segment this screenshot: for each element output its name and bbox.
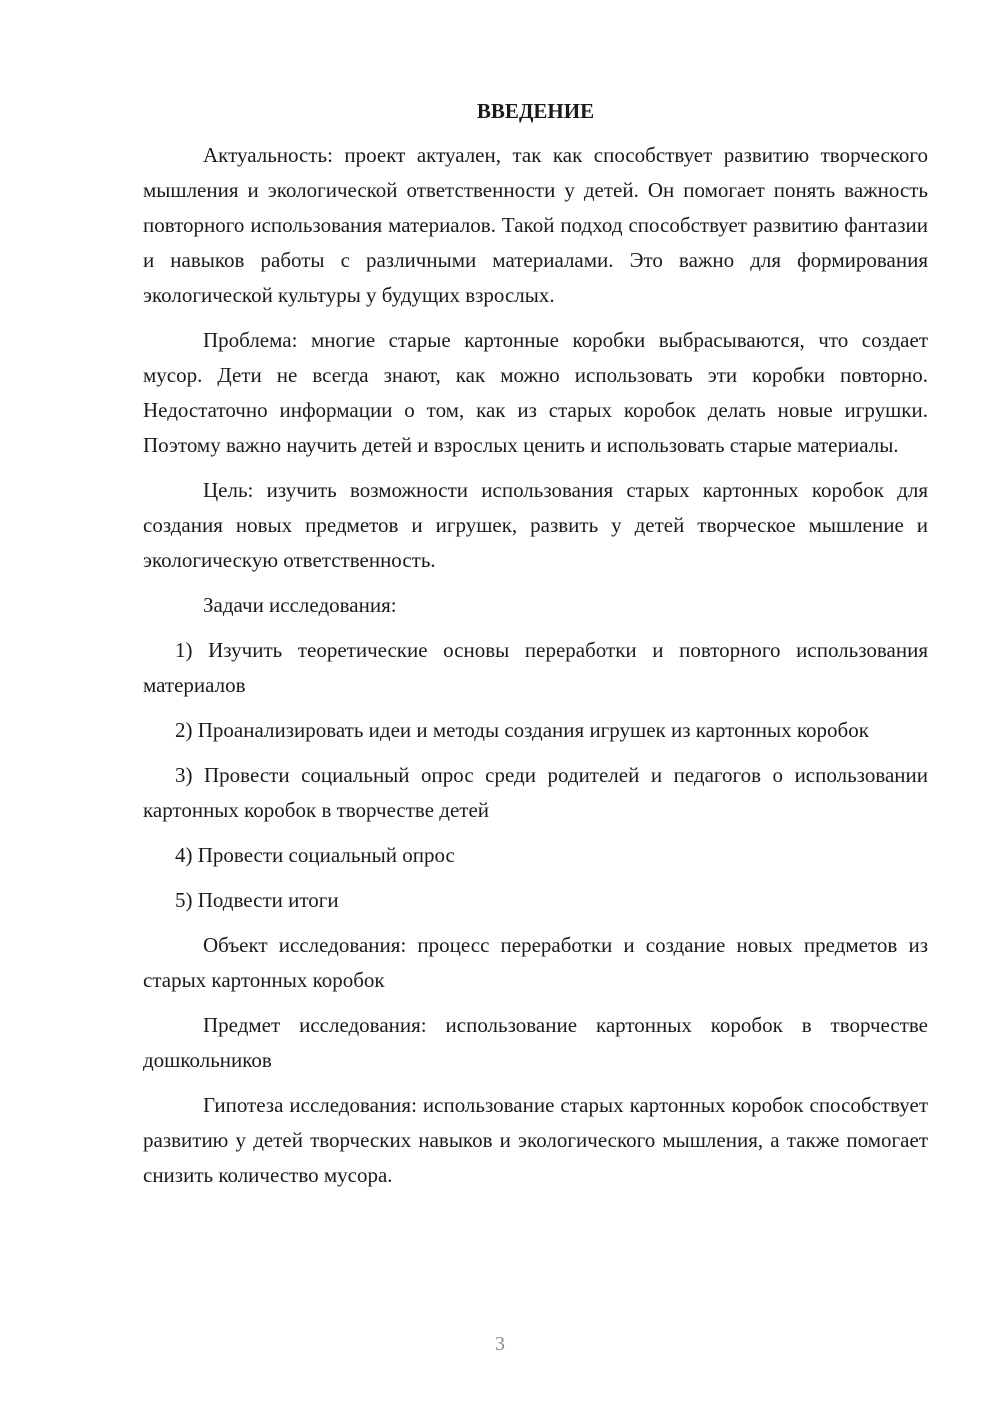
tasks-heading: Задачи исследования: bbox=[203, 593, 397, 617]
task-item-5: 5) Подвести итоги bbox=[175, 888, 339, 912]
task-item-4: 4) Провести социальный опрос bbox=[175, 843, 455, 867]
task-item-2: 2) Проанализировать идеи и методы создания игрушек из картонных коробок bbox=[175, 718, 869, 742]
task-item-1: 1) Изучить теоретические основы переработки и повторного использования материалов bbox=[143, 638, 928, 697]
goal-paragraph: Цель: изучить возможности использования старых картонных коробок для создания новых предметов и игрушек, развить у детей творческое мышление и экологическую ответственность. bbox=[143, 478, 928, 572]
page-number: 3 bbox=[495, 1333, 505, 1355]
subject-paragraph: Предмет исследования: использование картонных коробок в творчестве дошкольников bbox=[143, 1013, 928, 1072]
problem-paragraph: Проблема: многие старые картонные коробки выбрасываются, что создает мусор. Дети не всегда знают, как можно использовать эти коробки повторно. Недостаточно информации о том, как из старых коробок делать новые игрушки. Поэтому важно научить детей и взрослых ценить и использовать старые материалы. bbox=[143, 328, 928, 457]
object-paragraph: Объект исследования: процесс переработки и создание новых предметов из старых картонных коробок bbox=[143, 933, 928, 992]
task-item-3: 3) Провести социальный опрос среди родителей и педагогов о использовании картонных коробок в творчестве детей bbox=[143, 763, 928, 822]
hypothesis-paragraph: Гипотеза исследования: использование старых картонных коробок способствует развитию у детей творческих навыков и экологического мышления, а также помогает снизить количество мусора. bbox=[143, 1093, 928, 1187]
relevance-paragraph: Актуальность: проект актуален, так как способствует развитию творческого мышления и экологической ответственности у детей. Он помогает понять важность повторного использования материалов. Такой подход способствует развитию фантазии и навыков работы с различными материалами. Это важно для формирования экологической культуры у будущих взрослых. bbox=[143, 143, 928, 307]
document-page bbox=[143, 96, 928, 1203]
page-title: ВВЕДЕНИЕ bbox=[476, 99, 595, 123]
